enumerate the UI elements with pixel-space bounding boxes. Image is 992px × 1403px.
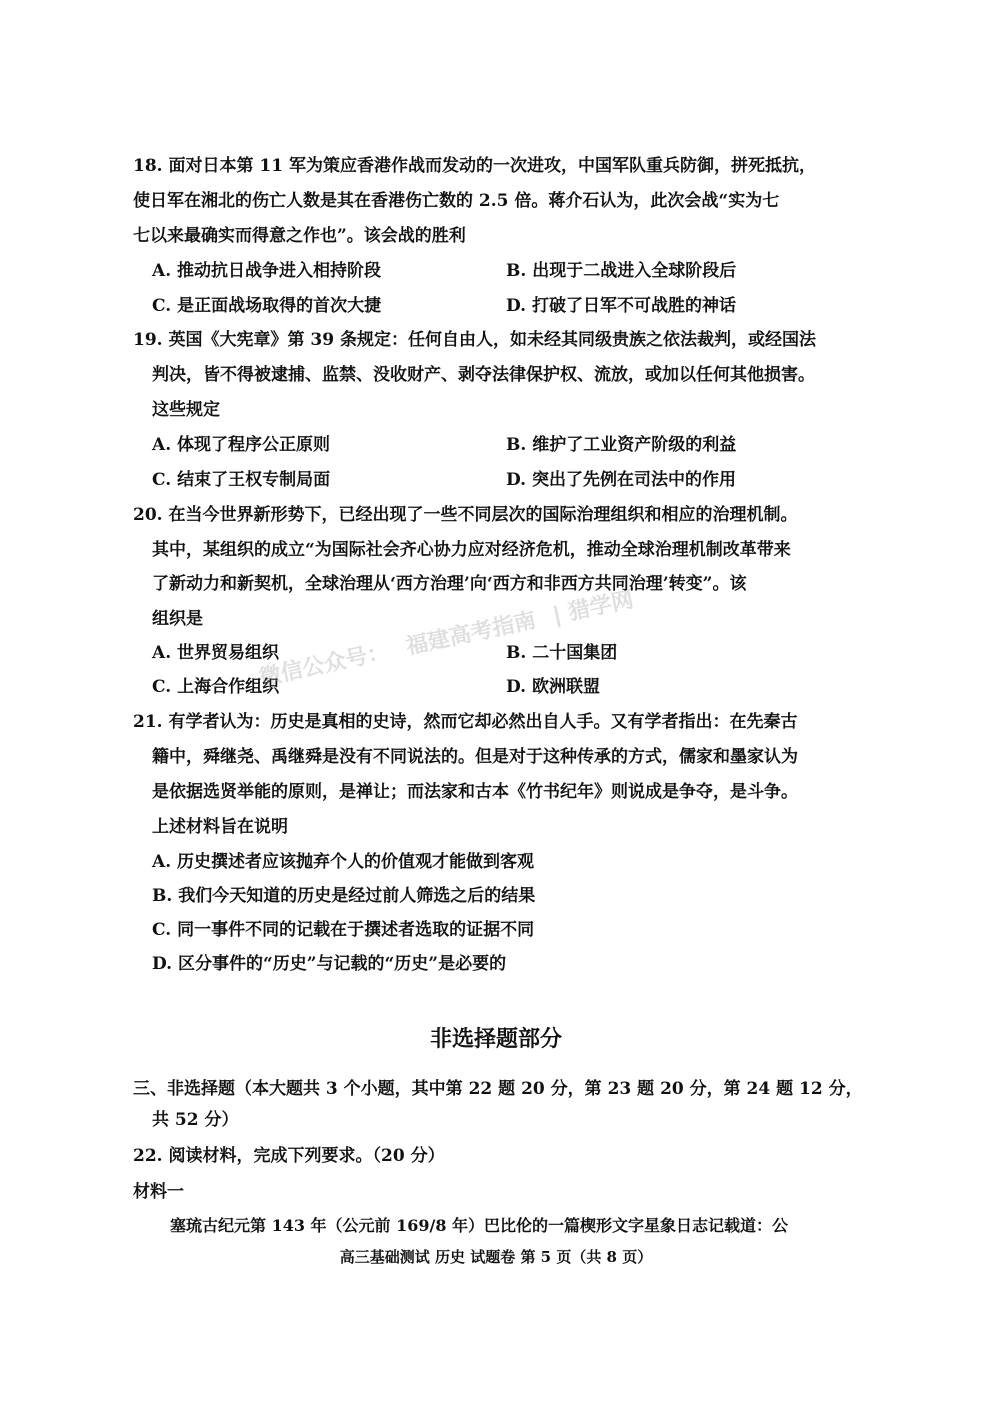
q19-option-d: D. 突出了先例在司法中的作用	[506, 470, 736, 490]
q19-line-2: 判决，皆不得被逮捕、监禁、没收财产、剥夺法律保护权、流放，或加以任何其他损害。	[152, 365, 815, 385]
q18-option-a: A. 推动抗日战争进入相持阶段	[152, 261, 382, 281]
q19-line-1: 19. 英国《大宪章》第 39 条规定：任何自由人，如未经其同级贵族之依法裁判，或经国法	[133, 330, 816, 350]
q20-option-a: A. 世界贸易组织	[152, 643, 280, 663]
q21-line-2: 籍中，舜继尧、禹继舜是没有不同说法的。但是对于这种传承的方式，儒家和墨家认为	[152, 747, 798, 767]
page-footer: 高三基础测试 历史 试题卷 第 5 页（共 8 页）	[339, 1248, 653, 1266]
q20-option-b: B. 二十国集团	[506, 643, 618, 663]
section3-line-1: 三、非选择题（本大题共 3 个小题，其中第 22 题 20 分，第 23 题 20 分，第 24 题 12 分，	[133, 1079, 863, 1099]
section3-line-2: 共 52 分）	[152, 1110, 239, 1130]
q19-line-3: 这些规定	[152, 400, 220, 420]
q18-option-c: C. 是正面战场取得的首次大捷	[152, 296, 382, 316]
q21-line-3: 是依据选贤举能的原则，是禅让；而法家和古本《竹书纪年》则说成是争夺，是斗争。	[152, 782, 798, 802]
q21-option-c: C. 同一事件不同的记载在于撰述者选取的证据不同	[152, 920, 535, 940]
q18-line-3: 七以来最确实而得意之作也”。该会战的胜利	[133, 226, 466, 246]
q20-option-c: C. 上海合作组织	[152, 677, 280, 697]
watermark-part-3: | 猎学网	[550, 587, 636, 629]
q21-option-a: A. 历史撰述者应该抛弃个人的价值观才能做到客观	[152, 852, 535, 872]
q22-line: 22. 阅读材料，完成下列要求。（20 分）	[133, 1146, 445, 1166]
material-text: 塞琉古纪元第 143 年（公元前 169/8 年）巴比伦的一篇楔形文字星象日志记载道：公	[170, 1216, 789, 1235]
q20-line-2: 其中，某组织的成立“为国际社会齐心协力应对经济危机，推动全球治理机制改革带来	[152, 540, 791, 560]
material-label: 材料一	[133, 1182, 184, 1202]
q20-line-4: 组织是	[152, 609, 203, 629]
q20-line-3: 了新动力和新契机，全球治理从‘西方治理’向‘西方和非西方共同治理’转变”。该	[152, 574, 747, 594]
q18-line-1: 18. 面对日本第 11 军为策应香港作战而发动的一次进攻，中国军队重兵防御，拼死抵抗，	[133, 156, 816, 176]
q20-option-d: D. 欧洲联盟	[506, 677, 600, 697]
q21-option-d: D. 区分事件的“历史”与记载的“历史”是必要的	[152, 954, 507, 974]
q19-option-a: A. 体现了程序公正原则	[152, 435, 331, 455]
watermark-part-2: 福建高考指南	[403, 608, 539, 661]
q18-option-b: B. 出现于二战进入全球阶段后	[506, 261, 737, 281]
q18-line-2: 使日军在湘北的伤亡人数是其在香港伤亡数的 2.5 倍。蒋介石认为，此次会战“实为七	[133, 191, 780, 211]
section-title: 非选择题部分	[429, 1027, 562, 1052]
q19-option-b: B. 维护了工业资产阶级的利益	[506, 435, 737, 455]
q21-option-b: B. 我们今天知道的历史是经过前人筛选之后的结果	[152, 886, 536, 906]
q21-line-1: 21. 有学者认为：历史是真相的史诗，然而它却必然出自人手。又有学者指出：在先秦古	[133, 712, 798, 732]
q20-line-1: 20. 在当今世界新形势下，已经出现了一些不同层次的国际治理组织和相应的治理机制。	[133, 505, 798, 525]
watermark-part-1: 微信公众号：	[257, 639, 392, 692]
q21-line-4: 上述材料旨在说明	[152, 817, 288, 837]
q18-option-d: D. 打破了日军不可战胜的神话	[506, 296, 736, 316]
q19-option-c: C. 结束了王权专制局面	[152, 470, 331, 490]
